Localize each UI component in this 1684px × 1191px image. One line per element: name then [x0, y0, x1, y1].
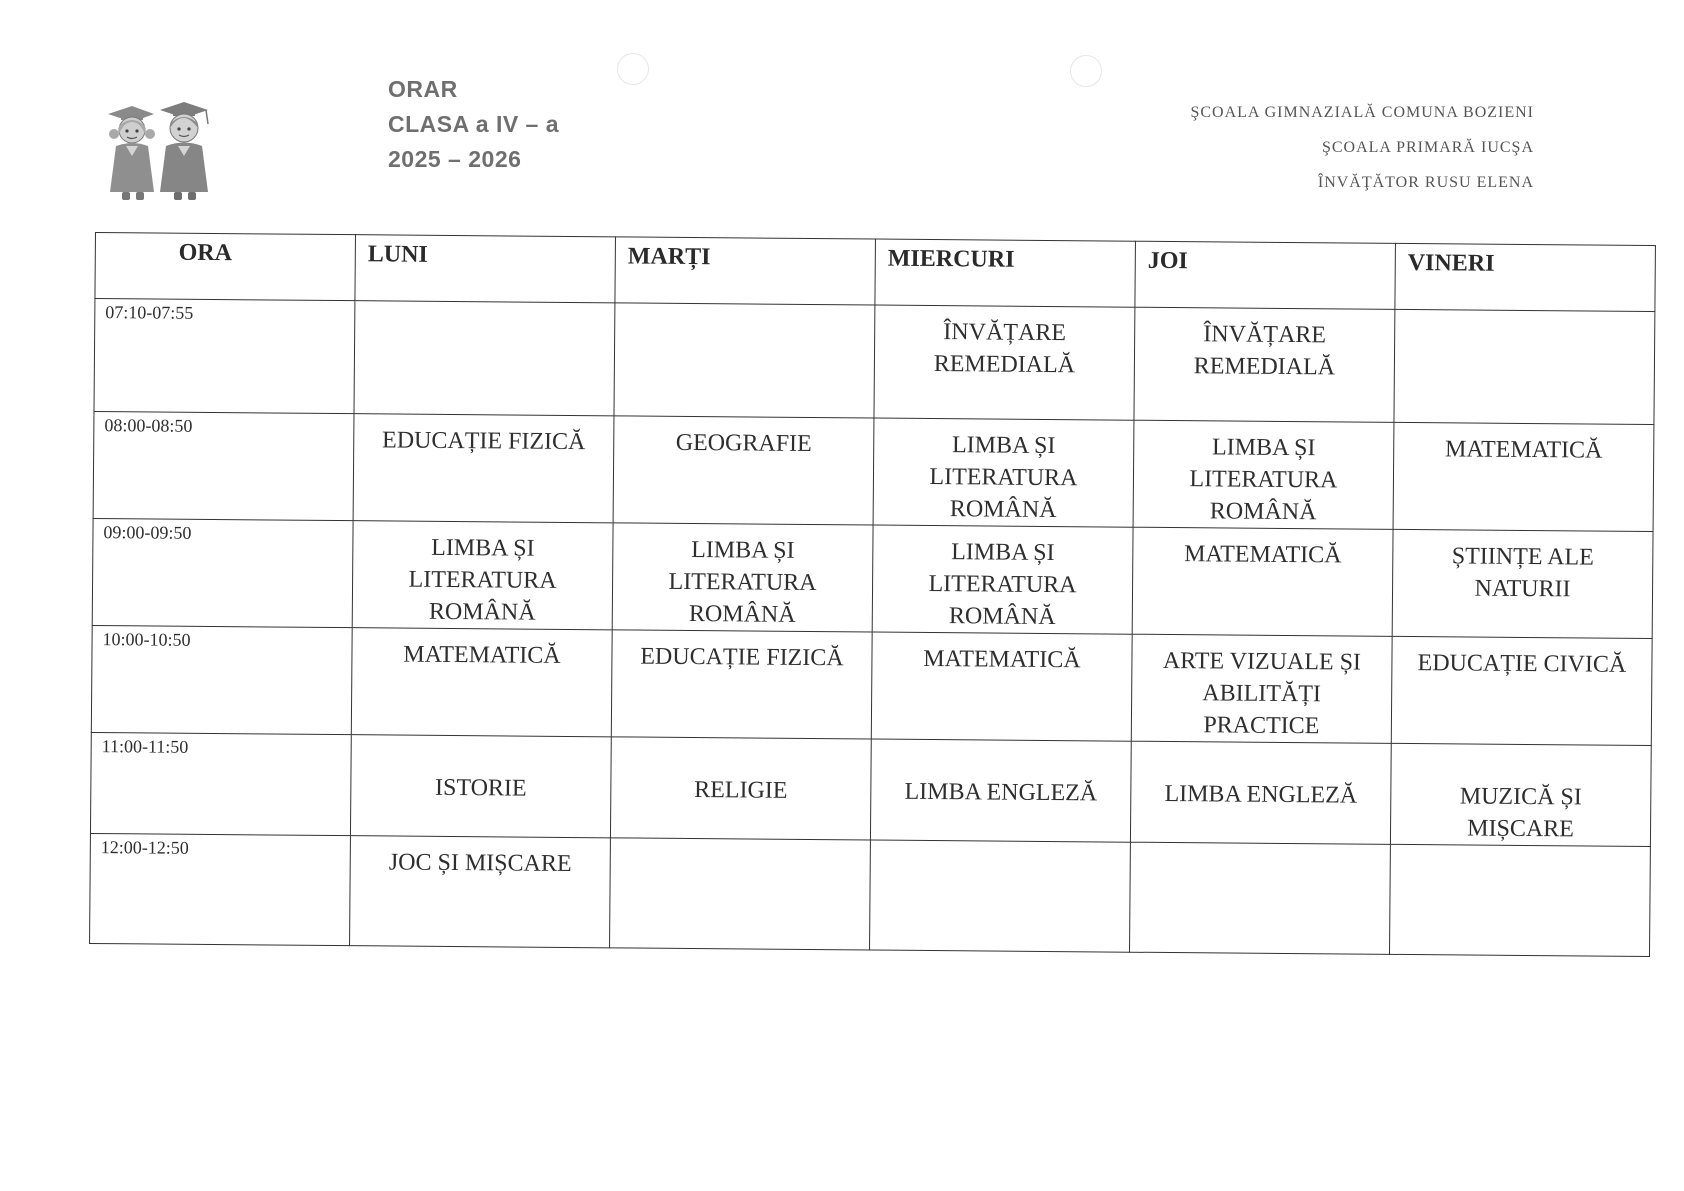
subject-label: RELIGIE: [694, 777, 788, 804]
time-cell: 10:00-10:50: [91, 625, 352, 734]
subject-label: LIMBA ȘI LITERATURA ROMÂNĂ: [928, 539, 1077, 631]
subject-label: [871, 841, 1130, 853]
subject-label: ISTORIE: [434, 774, 527, 802]
table-cell: [1130, 741, 1391, 844]
time-cell: 08:00-08:50: [93, 411, 354, 520]
subject-label: ȘTIINȚE ALE NATURII: [1451, 543, 1594, 603]
subject-label: MATEMATICĂ: [1184, 541, 1342, 569]
column-header-ora: ORA: [95, 233, 356, 301]
table-cell: [610, 838, 871, 950]
table-cell: [610, 737, 871, 840]
time-cell: 07:10-07:55: [94, 299, 355, 414]
subject-label: [1391, 845, 1650, 857]
table-cell: [873, 418, 1134, 527]
table-cell: [1130, 842, 1391, 954]
table-cell: [872, 525, 1133, 634]
subject-label: [355, 301, 614, 313]
column-header-miercuri: MIERCURI: [875, 239, 1136, 307]
year-line: 2025 – 2026: [388, 146, 522, 172]
table-cell: [1391, 636, 1652, 745]
table-cell: [350, 836, 611, 948]
subject-label: EDUCAȚIE FIZICĂ: [381, 427, 586, 456]
subject-label: [1131, 843, 1390, 855]
table-cell: [1394, 309, 1655, 424]
table-cell: [1393, 422, 1654, 531]
timetable: [89, 232, 1656, 957]
table-cell: [613, 416, 874, 525]
table-cell: [612, 523, 873, 632]
title-line: ORAR: [388, 76, 458, 102]
table-row: [91, 625, 1652, 745]
punch-hole: [617, 53, 649, 85]
table-row: [94, 299, 1655, 425]
table-cell: [874, 305, 1135, 420]
table-cell: [351, 628, 612, 737]
table-row: [93, 411, 1654, 531]
subject-label: [1395, 310, 1654, 322]
subject-label: ÎNVĂȚARE REMEDIALĂ: [933, 319, 1076, 379]
punch-hole: [1070, 55, 1102, 87]
table-row: [90, 833, 1651, 956]
table-cell: [1134, 307, 1395, 422]
table-cell: [1133, 420, 1394, 529]
table-cell: [354, 301, 615, 416]
subject-label: [611, 838, 870, 850]
graduates-logo: [104, 100, 216, 204]
school-name: ŞCOALA GIMNAZIALĂ COMUNA BOZIENI: [1190, 104, 1534, 121]
table-cell: [1389, 844, 1650, 956]
title-block: [388, 72, 559, 177]
time-cell: 09:00-09:50: [92, 518, 353, 627]
subject-label: [615, 303, 874, 315]
table-cell: [1392, 529, 1653, 638]
table-cell: [870, 739, 1131, 842]
teacher-name: ÎNVĂŢĂTOR RUSU ELENA: [1317, 174, 1534, 191]
class-line: CLASA a IV – a: [388, 111, 560, 137]
primary-school-name: ŞCOALA PRIMARĂ IUCŞA: [1321, 139, 1534, 156]
table-cell: [870, 840, 1131, 952]
subject-label: EDUCAȚIE FIZICĂ: [640, 643, 844, 672]
subject-label: MATEMATICĂ: [923, 645, 1081, 674]
subject-label: ÎNVĂȚARE REMEDIALĂ: [1193, 321, 1336, 381]
subject-label: LIMBA ENGLEZĂ: [1164, 780, 1358, 809]
subject-label: MUZICĂ ȘI MIȘCARE: [1459, 783, 1582, 843]
column-header-marti: MARȚI: [615, 237, 876, 305]
subject-label: ARTE VIZUALE ȘI ABILITĂȚI PRACTICE: [1162, 647, 1362, 740]
time-cell: 11:00-11:50: [90, 732, 351, 835]
table-cell: [871, 632, 1132, 741]
column-header-luni: LUNI: [355, 235, 616, 303]
table-cell: [350, 735, 611, 838]
table-cell: [614, 303, 875, 418]
column-header-joi: JOI: [1135, 241, 1396, 309]
table-cell: [1131, 634, 1392, 743]
table-cell: [1132, 527, 1393, 636]
table-row: [90, 732, 1651, 846]
subject-label: GEOGRAFIE: [675, 429, 812, 458]
table-cell: [353, 414, 614, 523]
table-cell: [611, 630, 872, 739]
subject-label: LIMBA ȘI LITERATURA ROMÂNĂ: [408, 534, 557, 626]
subject-label: EDUCAȚIE CIVICĂ: [1417, 650, 1627, 678]
table-row: [92, 518, 1653, 638]
subject-label: MATEMATICĂ: [403, 641, 561, 669]
school-block: [1190, 95, 1534, 200]
subject-label: LIMBA ȘI LITERATURA ROMÂNĂ: [668, 537, 817, 628]
subject-label: LIMBA ENGLEZĂ: [904, 778, 1098, 807]
subject-label: LIMBA ȘI LITERATURA ROMÂNĂ: [929, 432, 1078, 524]
table-cell: [352, 521, 613, 630]
subject-label: LIMBA ȘI LITERATURA ROMÂNĂ: [1189, 434, 1338, 526]
table-cell: [1390, 743, 1651, 846]
subject-label: JOC ȘI MIȘCARE: [388, 849, 572, 878]
subject-label: MATEMATICĂ: [1444, 436, 1603, 464]
column-header-vineri: VINERI: [1395, 243, 1656, 311]
time-cell: 12:00-12:50: [90, 833, 351, 945]
